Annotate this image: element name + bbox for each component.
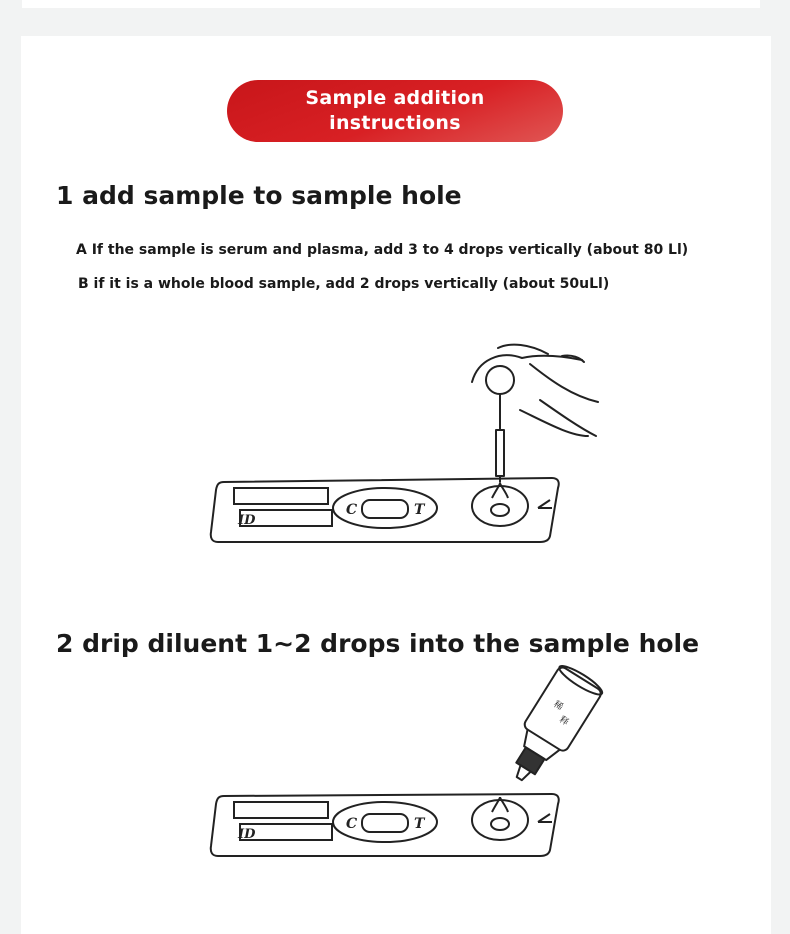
test-cassette-2 — [211, 794, 559, 856]
cassette-id-label: ID — [238, 513, 256, 528]
cassette-c-label: C — [346, 502, 358, 518]
cassette-t-label: T — [414, 502, 425, 518]
test-cassette — [211, 478, 559, 542]
section-title: Sample addition instructions — [305, 87, 485, 134]
cassette-2-id-label: ID — [238, 827, 256, 842]
step-2-heading: 2 drip diluent 1~2 drops into the sample hole — [56, 629, 700, 658]
previous-section-card — [22, 0, 760, 8]
cassette-2-t-label: T — [414, 816, 425, 832]
svg-text:稀: 稀 — [551, 699, 565, 713]
dropper-illustration — [200, 340, 610, 550]
cassette-2-c-label: C — [346, 816, 358, 832]
step-1-heading: 1 add sample to sample hole — [56, 181, 462, 210]
diluent-bottle-illustration — [200, 660, 610, 870]
step-1-note-b: B if it is a whole blood sample, add 2 drops vertically (about 50uLl) — [78, 276, 610, 292]
section-title-banner — [227, 80, 563, 142]
svg-text:释: 释 — [557, 714, 571, 729]
step-1-note-a: A If the sample is serum and plasma, add 3 to 4 drops vertically (about 80 Ll) — [76, 242, 689, 258]
